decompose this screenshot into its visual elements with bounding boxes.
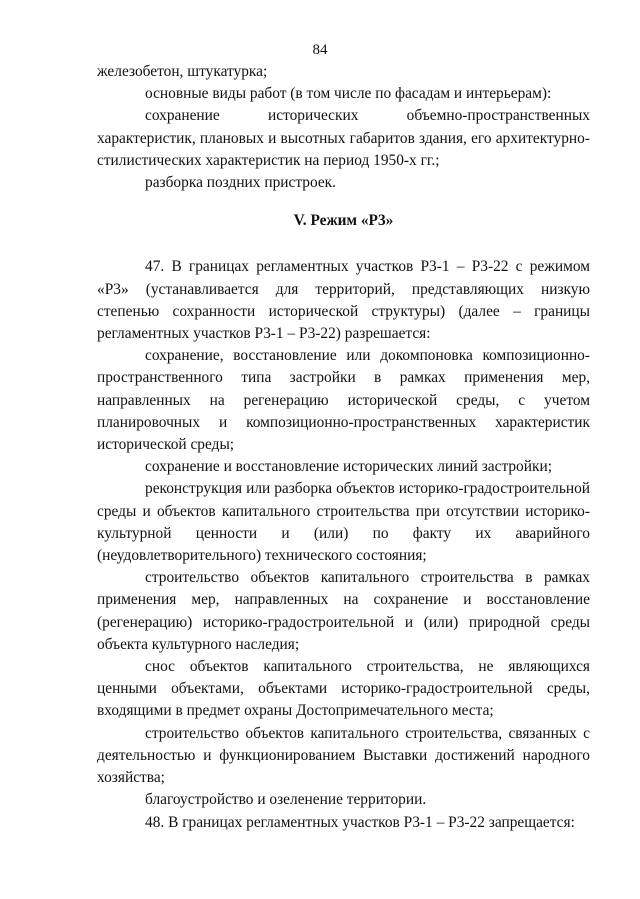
paragraph-demolition-objects: снос объектов капитального строительства, не являющихся ценными объектами, объектами историко-градостроительной среды, входящими в предмет охраны Достопримечательного места; xyxy=(97,658,590,720)
paragraph-building-lines: сохранение и восстановление исторических линий застройки; xyxy=(145,458,552,476)
document-body xyxy=(97,61,590,834)
paragraph-construction-exhibition: строительство объектов капитального строительства, связанных с деятельностью и функционированием Выставки достижений народного хозяйства; xyxy=(97,724,590,787)
paragraph-continuation: железобетон, штукатурка; xyxy=(97,63,268,80)
section-heading: V. Режим «Р3» xyxy=(293,212,394,230)
paragraph-preservation: сохранение исторических объемно-пространственных характеристик, плановых и высотных габаритов здания, его архитектурно-стилистических характеристик на период 1950-х гг.; xyxy=(97,107,590,169)
paragraph-reconstruction: реконструкция или разборка объектов историко-градостроительной среды и объектов капитального строительства при отсутствии историко-культурной ценности и (или) по факту их аварийного (неудовлетворительного) технического состояния; xyxy=(97,480,590,565)
paragraph-restoration: сохранение, восстановление или докомпоновка композиционно-пространственного типа застройки в рамках применения мер, направленных на регенерацию исторической среды, с учетом планировочных и композиционно-пространственных характеристик исторической среды; xyxy=(97,347,590,454)
page-number: 84 xyxy=(312,42,328,58)
paragraph-demolition-additions: разборка поздних пристроек. xyxy=(145,174,336,192)
paragraph-clause-48: 48. В границах регламентных участков Р3-1 – Р3-22 запрещается: xyxy=(145,813,575,831)
paragraph-construction-regeneration: строительство объектов капитального строительства в рамках применения мер, направленных на сохранение и восстановление (регенерацию) историко-градостроительной и (или) природной среды объекта культурного наследия; xyxy=(97,569,590,653)
paragraph-clause-47: 47. В границах регламентных участков Р3-1 – Р3-22 с режимом «Р3» (устанавливается для территорий, представляющих низкую степенью сохранности исторической структуры) (далее – границы регламентных участков Р3-1 – Р3-22) разрешается: xyxy=(97,258,590,343)
paragraph-works-heading: основные виды работ (в том числе по фасадам и интерьерам): xyxy=(145,85,552,103)
paragraph-landscaping: благоустройство и озеленение территории. xyxy=(145,791,427,809)
